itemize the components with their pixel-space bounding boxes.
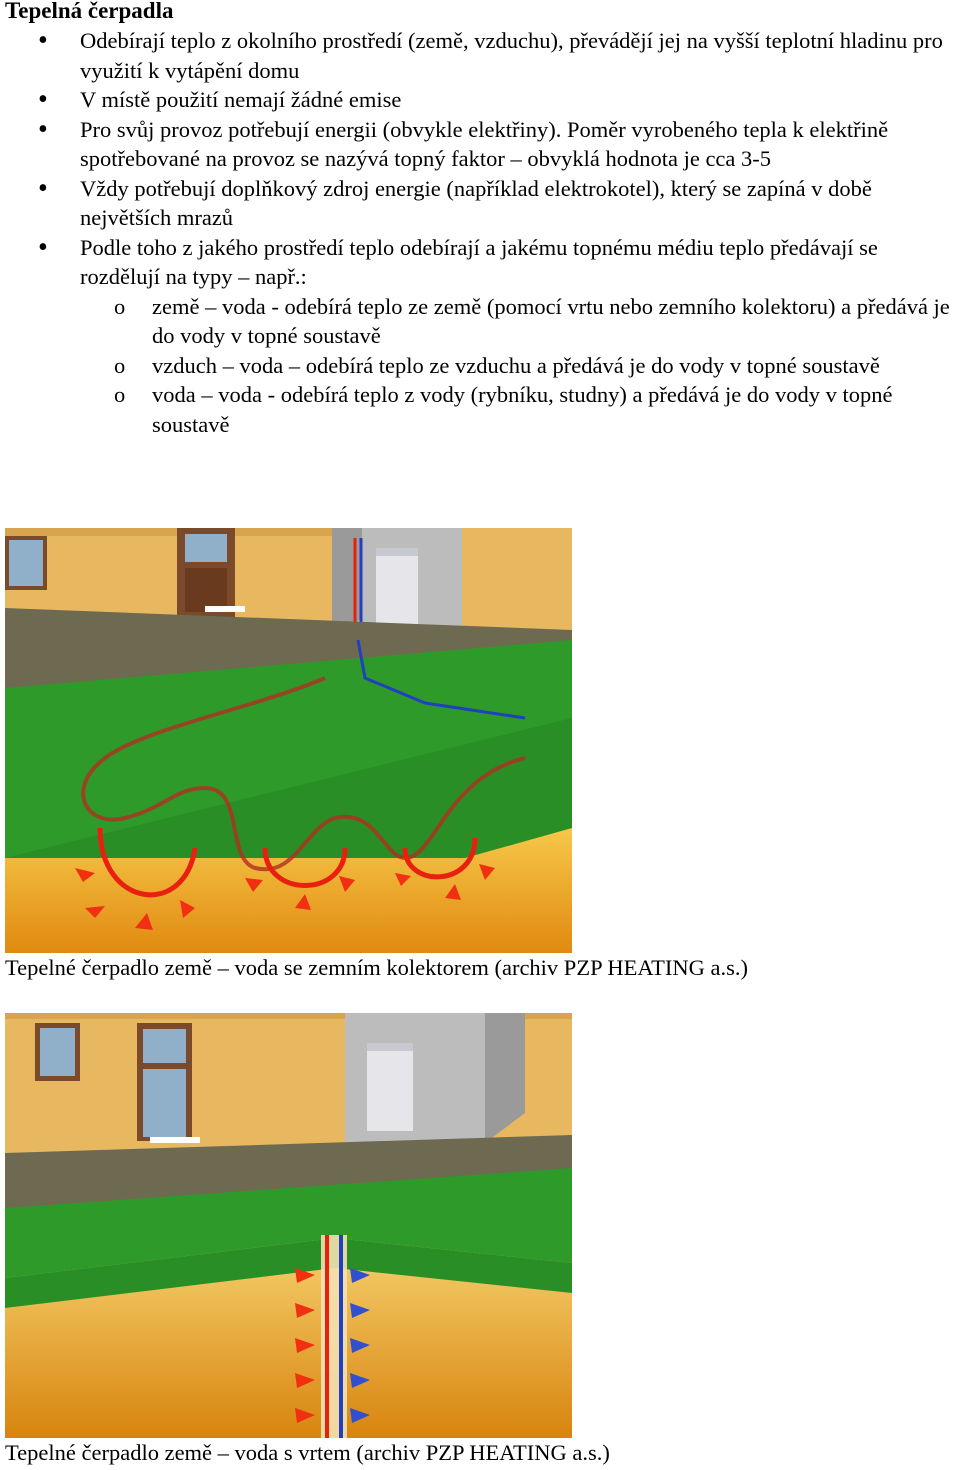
sub-list-item-text: země – voda - odebírá teplo ze země (pomocí vrtu nebo zemního kolektoru) a předává je do vody v topné soustavě (152, 293, 950, 348)
ground-collector-illustration (5, 528, 572, 953)
page-title: Tepelná čerpadla (5, 0, 174, 23)
bullet-list (0, 26, 960, 439)
sub-list (80, 292, 956, 440)
list-item: • V místě použití nemají žádné emise (0, 85, 960, 115)
list-item-text: Podle toho z jakého prostředí teplo odebírají a jakému topnému médiu teplo předávají se rozdělují na typy – např.: (80, 234, 878, 289)
sub-marker: o (114, 293, 126, 319)
sub-marker: o (114, 382, 126, 407)
sub-list-item (76, 380, 956, 439)
borehole-illustration (5, 1013, 572, 1438)
figure-caption: Tepelné čerpadlo země – voda s vrtem (archiv PZP HEATING a.s.) (5, 1440, 610, 1465)
sub-list-item (76, 351, 956, 381)
sub-marker: o (114, 352, 126, 378)
list-item (0, 233, 960, 440)
figure-caption: Tepelné čerpadlo země – voda se zemním kolektorem (archiv PZP HEATING a.s.) (5, 955, 748, 980)
list-item: • Vždy potřebují doplňkový zdroj energie (například elektrokotel), který se zapíná v době největších mrazů (0, 174, 960, 233)
sub-list-item (76, 292, 956, 351)
list-item: • Pro svůj provoz potřebují energii (obvykle elektřiny). Poměr vyrobeného tepla k elektřině spotřebované na provoz se nazývá topný faktor – obvyklá hodnota je cca 3-5 (0, 115, 960, 174)
list-item: • Odebírají teplo z okolního prostředí (země, vzduchu), převádějí jej na vyšší teplotní hladinu pro využití k vytápění domu (0, 26, 960, 85)
sub-list-item-text: voda – voda - odebírá teplo z vody (rybníku, studny) a předává je do vody v topné soustavě (152, 382, 893, 437)
sub-list-item-text: vzduch – voda – odebírá teplo ze vzduchu a předává je do vody v topné soustavě (152, 352, 880, 378)
